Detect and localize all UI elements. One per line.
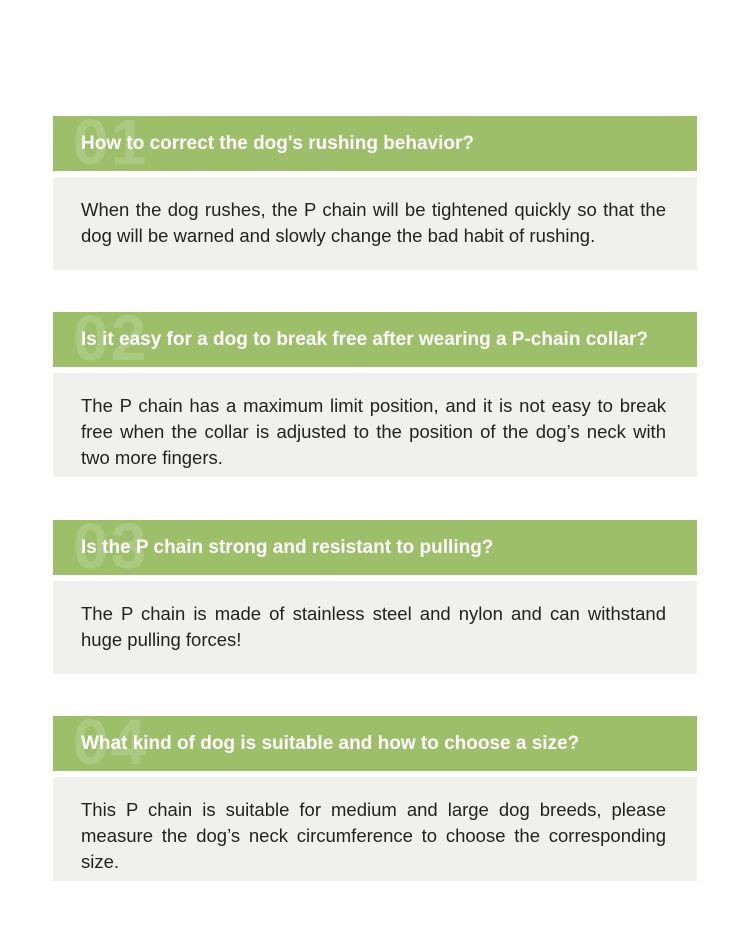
faq-question-bar: [53, 312, 697, 367]
faq-item-3: [53, 520, 697, 674]
faq-question: What kind of dog is suitable and how to choose a size?: [81, 733, 580, 754]
faq-question: Is it easy for a dog to break free after wearing a P-chain collar?: [81, 329, 649, 350]
faq-number-watermark: 01: [73, 116, 149, 171]
faq-question-bar: [53, 716, 697, 771]
faq-answer: The P chain is made of stainless steel and nylon and can withstand huge pulling forces!: [53, 581, 697, 674]
faq-question: Is the P chain strong and resistant to pulling?: [81, 537, 494, 558]
faq-answer: When the dog rushes, the P chain will be tightened quickly so that the dog will be warned and slowly change the bad habit of rushing.: [53, 177, 697, 270]
faq-number-watermark: 02: [73, 312, 149, 367]
faq-question: How to correct the dog's rushing behavior?: [81, 133, 474, 154]
faq-item-4: [53, 716, 697, 881]
faq-question-bar: [53, 520, 697, 575]
faq-answer: The P chain has a maximum limit position, and it is not easy to break free when the collar is adjusted to the position of the dog’s neck with two more fingers.: [53, 373, 697, 477]
faq-number-watermark: 04: [73, 716, 149, 771]
faq-item-1: [53, 116, 697, 270]
faq-answer: This P chain is suitable for medium and large dog breeds, please measure the dog’s neck circumference to choose the corresponding size.: [53, 777, 697, 881]
faq-item-2: [53, 312, 697, 477]
faq-number-watermark: 03: [73, 520, 149, 575]
faq-question-bar: [53, 116, 697, 171]
